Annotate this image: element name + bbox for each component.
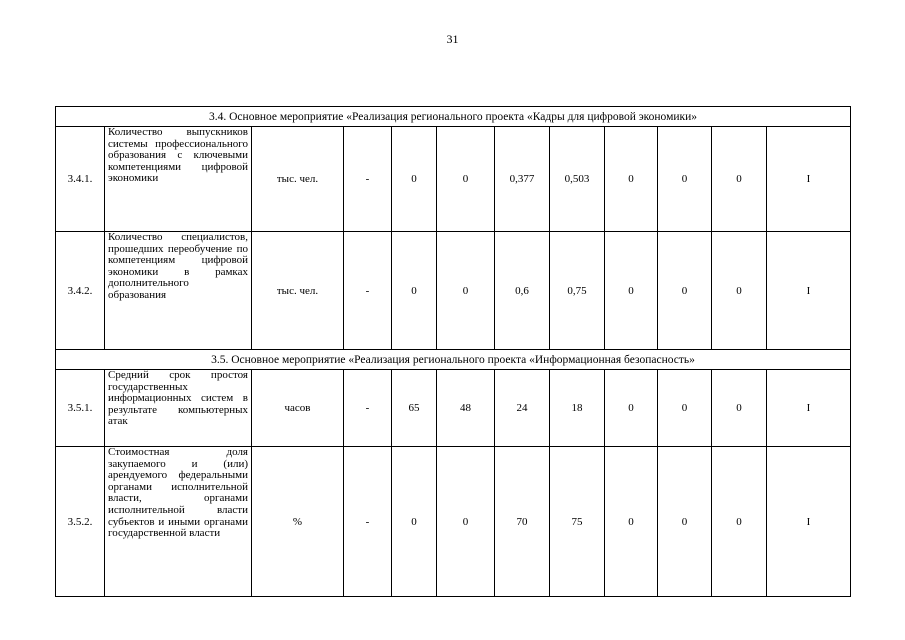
value-cell: 0 [392, 127, 437, 232]
indicator-name: Количество специалистов, прошедших переобучение по компетенциям цифровой экономики в рамках дополнительного образования [105, 232, 252, 350]
value-cell: 48 [437, 370, 495, 447]
table-row [56, 232, 851, 350]
value-cell: 0 [712, 127, 767, 232]
value-cell: 0 [437, 447, 495, 597]
section-title: 3.5. Основное мероприятие «Реализация регионального проекта «Информационная безопасность» [56, 350, 851, 370]
indicator-name: Стоимостная доля закупаемого и (или) арендуемого федеральными органами исполнительной власти, органами исполнительной власти субъектов и иными органами государственной власти [105, 447, 252, 597]
value-cell: 0 [658, 370, 712, 447]
value-cell: 0,75 [550, 232, 605, 350]
category-cell: I [767, 232, 851, 350]
indicator-name: Количество выпускников системы профессионального образования с ключевыми компетенциями цифровой экономики [105, 127, 252, 232]
section-header-row [56, 107, 851, 127]
value-cell: 24 [495, 370, 550, 447]
category-cell: I [767, 447, 851, 597]
value-cell: 0 [437, 232, 495, 350]
value-cell: - [344, 232, 392, 350]
unit-cell: % [252, 447, 344, 597]
indicators-table [55, 106, 851, 597]
category-cell: I [767, 127, 851, 232]
unit-cell: часов [252, 370, 344, 447]
value-cell: 65 [392, 370, 437, 447]
table-row [56, 127, 851, 232]
indicator-name: Средний срок простоя государственных информационных систем в результате компьютерных атак [105, 370, 252, 447]
row-number: 3.5.2. [56, 447, 105, 597]
value-cell: 0 [605, 447, 658, 597]
value-cell: 0 [605, 370, 658, 447]
row-number: 3.4.1. [56, 127, 105, 232]
page-number: 31 [446, 32, 459, 46]
value-cell: 0 [605, 232, 658, 350]
value-cell: 0 [658, 232, 712, 350]
table-row [56, 370, 851, 447]
value-cell: 0 [437, 127, 495, 232]
value-cell: 0 [712, 447, 767, 597]
row-number: 3.5.1. [56, 370, 105, 447]
value-cell: 0,503 [550, 127, 605, 232]
value-cell: 0,377 [495, 127, 550, 232]
category-cell: I [767, 370, 851, 447]
value-cell: 0,6 [495, 232, 550, 350]
value-cell: 18 [550, 370, 605, 447]
value-cell: 0 [658, 447, 712, 597]
value-cell: 75 [550, 447, 605, 597]
value-cell: 0 [392, 447, 437, 597]
table-row [56, 447, 851, 597]
value-cell: 0 [658, 127, 712, 232]
row-number: 3.4.2. [56, 232, 105, 350]
value-cell: - [344, 127, 392, 232]
section-header-row [56, 350, 851, 370]
value-cell: 0 [392, 232, 437, 350]
unit-cell: тыс. чел. [252, 127, 344, 232]
value-cell: 0 [605, 127, 658, 232]
unit-cell: тыс. чел. [252, 232, 344, 350]
value-cell: 70 [495, 447, 550, 597]
value-cell: - [344, 370, 392, 447]
value-cell: 0 [712, 232, 767, 350]
section-title: 3.4. Основное мероприятие «Реализация регионального проекта «Кадры для цифровой экономики» [56, 107, 851, 127]
value-cell: 0 [712, 370, 767, 447]
value-cell: - [344, 447, 392, 597]
